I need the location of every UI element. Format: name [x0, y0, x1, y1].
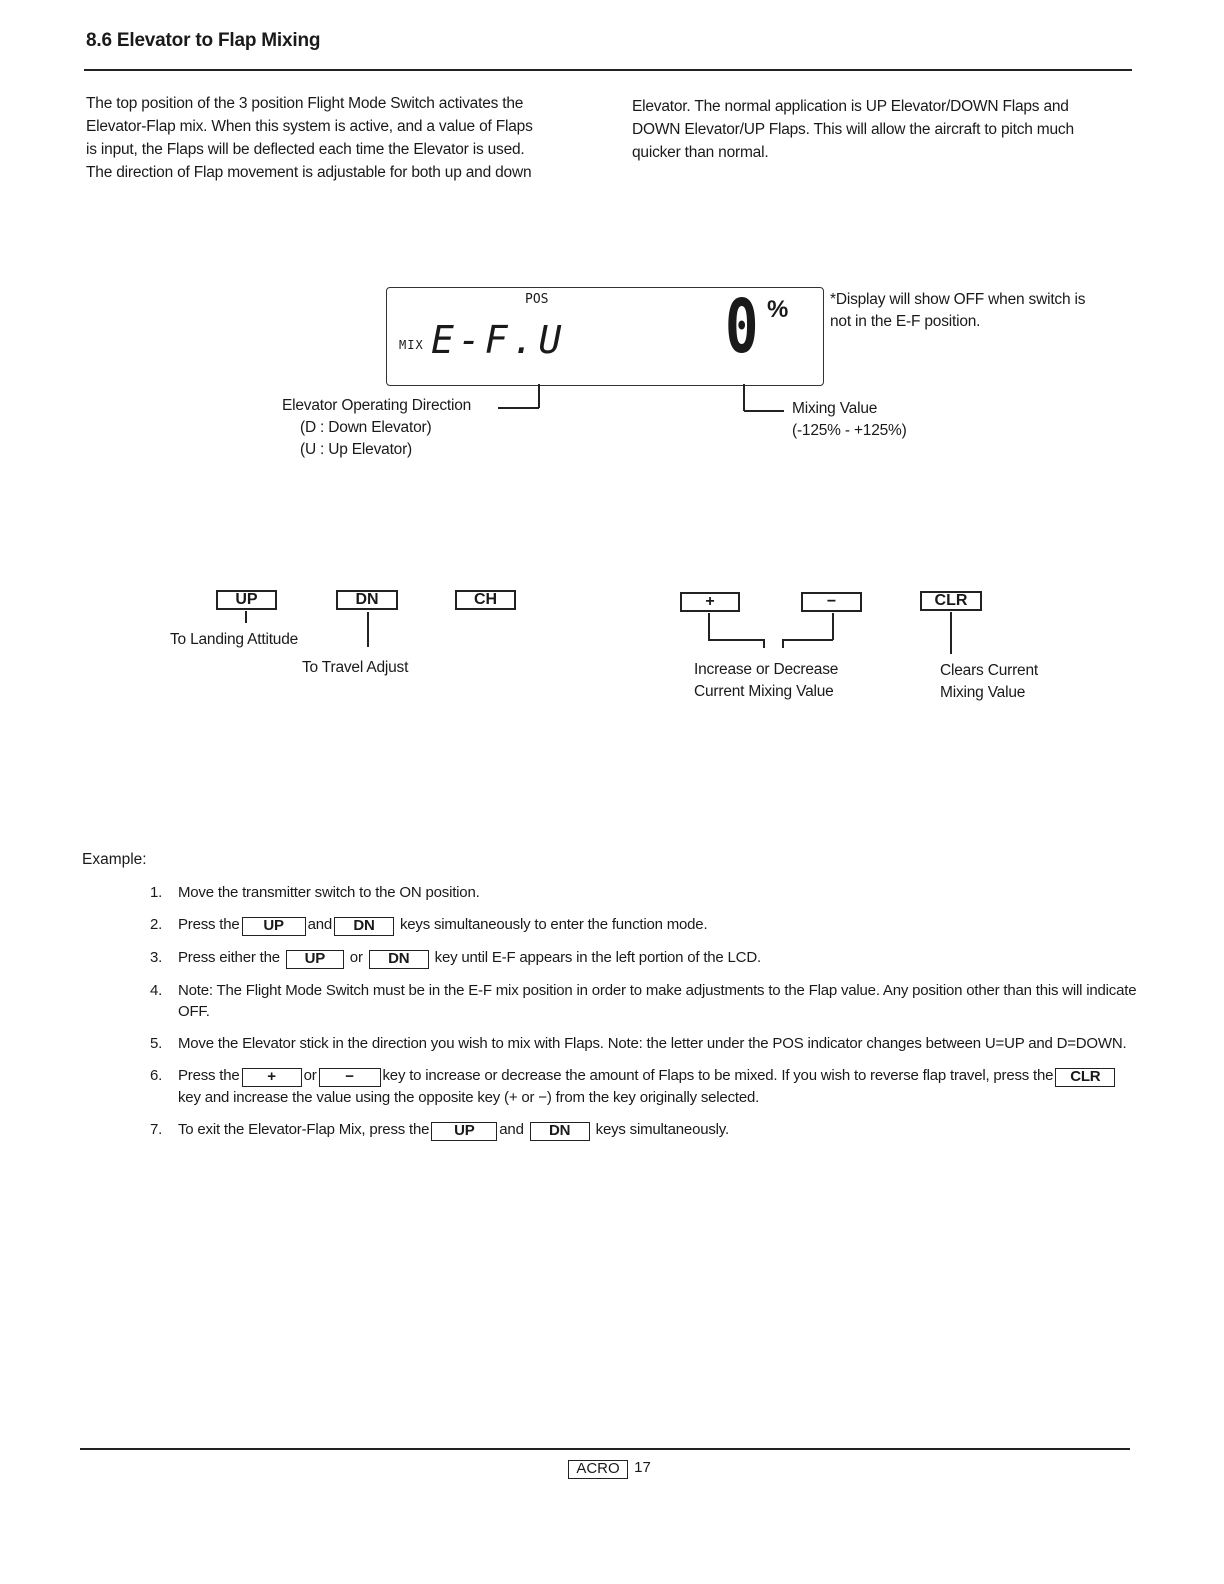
- step-3: [150, 947, 1140, 969]
- plusminus-label-line: Current Mixing Value: [694, 683, 834, 700]
- plusminus-label: [694, 659, 838, 703]
- intro-left: [86, 92, 606, 184]
- step-text: key to increase or decrease the amount of Flaps to be mixed. If you wish to reverse flap travel, press the: [382, 1067, 1054, 1084]
- step-text: Press the: [178, 916, 240, 933]
- lcd-note: [830, 289, 1130, 333]
- clr-label-line: Clears Current: [940, 662, 1038, 679]
- clr-key[interactable]: CLR: [920, 591, 982, 611]
- up-key-inline: UP: [286, 950, 344, 969]
- step-number: 4.: [150, 982, 163, 999]
- lcd-pos-indicator: POS: [525, 292, 549, 307]
- step-number: 5.: [150, 1035, 163, 1052]
- key-connector: [950, 612, 952, 654]
- lcd-note-line: *Display will show OFF when switch is: [830, 291, 1086, 308]
- page-title: 8.6 Elevator to Flap Mixing: [86, 30, 321, 51]
- dn-key-inline: DN: [369, 950, 429, 969]
- up-key[interactable]: UP: [216, 590, 277, 610]
- lcd-note-line: not in the E-F position.: [830, 313, 981, 330]
- lcd-mix-label: MIX: [399, 338, 424, 352]
- step-number: 6.: [150, 1067, 163, 1084]
- step-text: To exit the Elevator-Flap Mix, press the: [178, 1121, 430, 1138]
- step-1: [150, 882, 1140, 903]
- intro-right: [632, 95, 1152, 164]
- up-key-label: To Landing Attitude: [170, 631, 299, 648]
- step-number: 1.: [150, 884, 163, 901]
- intro-line: quicker than normal.: [632, 144, 769, 161]
- dn-key[interactable]: DN: [336, 590, 398, 610]
- footer: [566, 1459, 651, 1479]
- step-text: or: [303, 1067, 317, 1084]
- up-key-inline: UP: [431, 1122, 497, 1141]
- key-connector: [708, 639, 764, 641]
- plusminus-label-line: Increase or Decrease: [694, 661, 839, 678]
- callout-line: [744, 410, 784, 412]
- header-rule: [84, 69, 1132, 71]
- step-text: key until E-F appears in the left portion of the LCD.: [434, 949, 761, 966]
- plus-key[interactable]: +: [680, 592, 740, 612]
- key-connector: [245, 611, 247, 623]
- up-key-inline: UP: [242, 917, 306, 936]
- key-connector: [708, 613, 710, 640]
- callout-line: [498, 407, 539, 409]
- step-4: [150, 980, 1140, 1022]
- step-6: [150, 1065, 1140, 1108]
- step-text: Note: The Flight Mode Switch must be in the E-F mix position in order to make adjustments to the Flap value. Any position other than this will indicate OFF.: [178, 982, 1137, 1020]
- direction-label: [282, 395, 471, 461]
- step-7: [150, 1119, 1140, 1141]
- footer-rule: [80, 1448, 1130, 1450]
- callout-line: [538, 384, 540, 408]
- mixing-range: (-125% - +125%): [792, 422, 907, 439]
- key-connector: [782, 639, 784, 648]
- intro-line: The top position of the 3 position Flight Mode Switch activates the: [86, 95, 524, 112]
- step-text: Move the transmitter switch to the ON position.: [178, 884, 480, 901]
- page-number: 17: [634, 1459, 651, 1476]
- lcd-display: [386, 284, 824, 386]
- lcd-function-readout: E-F.U: [431, 318, 566, 362]
- key-connector: [782, 639, 833, 641]
- direction-d: (D : Down Elevator): [300, 419, 432, 436]
- step-text: or: [349, 949, 363, 966]
- key-connector: [832, 613, 834, 640]
- mixing-title: Mixing Value: [792, 400, 878, 417]
- plus-key-inline: +: [242, 1068, 302, 1087]
- lcd-value-readout: 0: [725, 284, 759, 370]
- direction-u: (U : Up Elevator): [300, 441, 413, 458]
- step-text: Press the: [178, 1067, 240, 1084]
- clr-label-line: Mixing Value: [940, 684, 1026, 701]
- step-text: keys simultaneously to enter the function mode.: [399, 916, 708, 933]
- steps-list: [150, 882, 1140, 1152]
- intro-line: Elevator-Flap mix. When this system is active, and a value of Flaps: [86, 118, 533, 135]
- intro-line: The direction of Flap movement is adjustable for both up and down: [86, 164, 532, 181]
- intro-line: DOWN Elevator/UP Flaps. This will allow the aircraft to pitch much: [632, 121, 1074, 138]
- mixing-label: [792, 398, 907, 442]
- step-text: key and increase the value using the opposite key (+ or −) from the key originally selected.: [178, 1089, 760, 1106]
- brand-badge: ACRO: [568, 1460, 628, 1479]
- ch-key[interactable]: CH: [455, 590, 516, 610]
- step-text: and: [499, 1121, 524, 1138]
- intro-line: is input, the Flaps will be deflected each time the Elevator is used.: [86, 141, 525, 158]
- direction-title: Elevator Operating Direction: [282, 397, 472, 414]
- callout-line: [743, 384, 745, 411]
- lcd-percent-sign: %: [767, 296, 789, 323]
- step-number: 2.: [150, 916, 163, 933]
- clr-label: [940, 660, 1038, 704]
- minus-key[interactable]: −: [801, 592, 862, 612]
- example-label: Example:: [82, 851, 147, 868]
- step-number: 3.: [150, 949, 163, 966]
- step-2: [150, 914, 1140, 936]
- key-connector: [367, 612, 369, 647]
- dn-key-label: To Travel Adjust: [302, 659, 409, 676]
- key-connector: [763, 639, 765, 648]
- intro-line: Elevator. The normal application is UP Elevator/DOWN Flaps and: [632, 98, 1069, 115]
- step-text: Move the Elevator stick in the direction you wish to mix with Flaps. Note: the letter under the POS indicator changes between U=UP and D=DOWN.: [178, 1035, 1127, 1052]
- step-5: [150, 1033, 1140, 1054]
- step-number: 7.: [150, 1121, 163, 1138]
- step-text: and: [307, 916, 332, 933]
- dn-key-inline: DN: [530, 1122, 590, 1141]
- dn-key-inline: DN: [334, 917, 394, 936]
- step-text: keys simultaneously.: [595, 1121, 729, 1138]
- minus-key-inline: −: [319, 1068, 381, 1087]
- clr-key-inline: CLR: [1055, 1068, 1115, 1087]
- step-text: Press either the: [178, 949, 280, 966]
